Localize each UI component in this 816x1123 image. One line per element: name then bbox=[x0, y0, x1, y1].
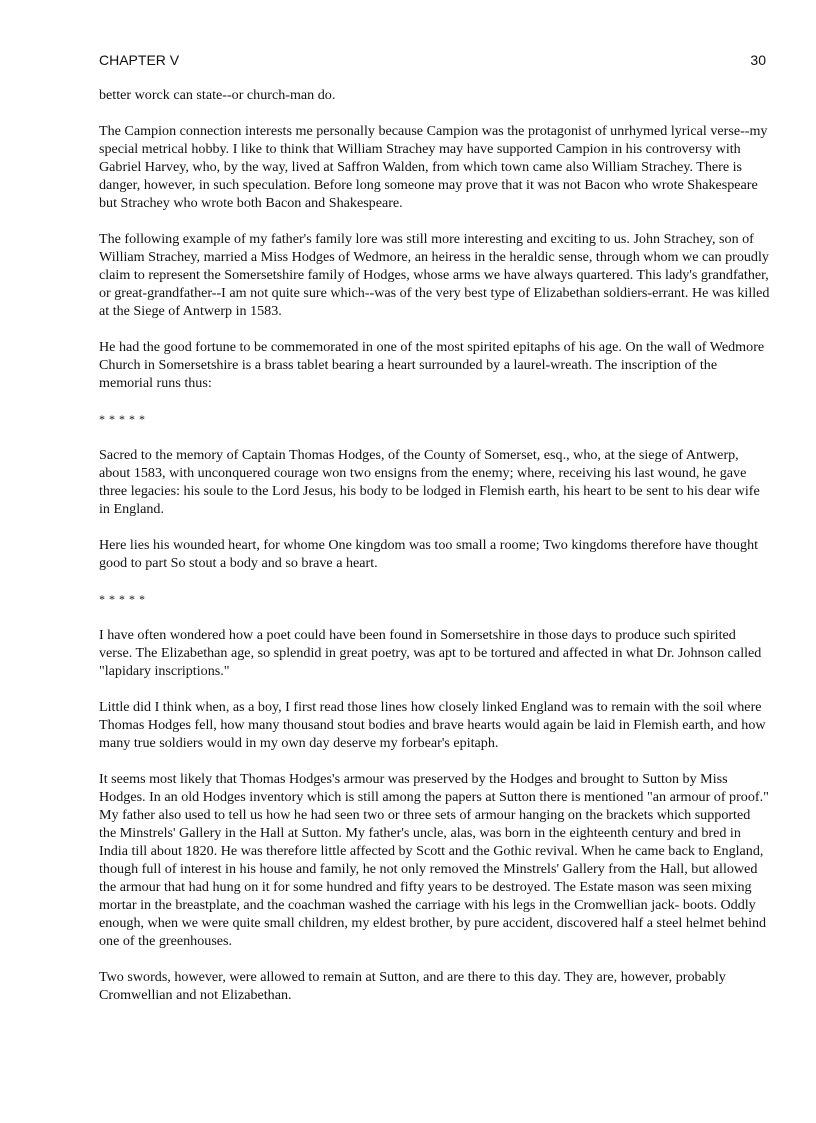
epitaph-paragraph: Sacred to the memory of Captain Thomas Hodges, of the County of Somerset, esq., who, at the siege of Antwerp, about 1583, with unconquered courage won two ensigns from the enemy; where, receiving his last wound, he gave three legacies: his soule to the Lord Jesus, his body to be lodged in Flemish earth, his heart to be sent to his dear wife in England. bbox=[99, 447, 760, 517]
paragraph: It seems most likely that Thomas Hodges's armour was preserved by the Hodges and brought to Sutton by Miss Hodges. In an old Hodges inventory which is still among the papers at Sutton there is mentioned "an armour of proof." My father also used to tell us how he had seen two or three sets of armour hanging on the brackets which supported the Minstrels' Gallery in the Hall at Sutton. My father's uncle, alas, was born in the eighteenth century and bred in India till about 1820. He was therefore little affected by Scott and the Gothic revival. When he came back to England, though full of interest in his house and family, he not only removed the Minstrels' Gallery from the Hall, but allowed the armour that had hung on it for some hundred and fifty years to be destroyed. The Estate mason was seen mixing mortar in the breastplate, and the coachman washed the carriage with his legs in the Cromwellian jack- boots. Oddly enough, when we were quite small children, my eldest brother, by pure accident, discovered half a steel helmet behind one of the greenhouses. bbox=[99, 771, 769, 949]
paragraph: The following example of my father's family lore was still more interesting and exciting to us. John Strachey, son of William Strachey, married a Miss Hodges of Wedmore, an heiress in the heraldic sense, through whom we can proudly claim to represent the Somersetshire family of Hodges, whose arms we have always quartered. This lady's grandfather, or great-grandfather--I am not quite sure which--was of the very best type of Elizabethan soldiers-errant. He was killed at the Siege of Antwerp in 1583. bbox=[99, 231, 770, 319]
paragraph: The Campion connection interests me personally because Campion was the protagonist of unrhymed lyrical verse--my special metrical hobby. I like to think that William Strachey may have supported Campion in his controversy with Gabriel Harvey, who, by the way, lived at Saffron Walden, from which town came also William Strachey. There is danger, however, in such speculation. Before long someone may prove that it was not Bacon who wrote Shakespeare but Strachey who wrote both Bacon and Shakespeare. bbox=[99, 123, 768, 211]
paragraph: Two swords, however, were allowed to remain at Sutton, and are there to this day. They are, however, probably Cromwellian and not Elizabethan. bbox=[99, 969, 726, 1003]
paragraph: I have often wondered how a poet could have been found in Somersetshire in those days to produce such spirited verse. The Elizabethan age, so splendid in great poetry, was apt to be tortured and affected in what Dr. Johnson called "lapidary inscriptions." bbox=[99, 627, 762, 679]
paragraph: better worck can state--or church-man do. bbox=[99, 87, 336, 103]
running-header bbox=[99, 52, 766, 72]
paragraph: Little did I think when, as a boy, I first read those lines how closely linked England was to remain with the soil where Thomas Hodges fell, how many thousand stout bodies and brave hearts would again be laid in Flemish earth, and how many true soldiers would in my own day deserve my forbear's epitaph. bbox=[99, 699, 766, 751]
epitaph-verse: Here lies his wounded heart, for whome One kingdom was too small a roome; Two kingdoms therefore have thought good to part So stout a body and so brave a heart. bbox=[99, 537, 759, 571]
chapter-heading: CHAPTER V bbox=[99, 52, 180, 68]
page-number: 30 bbox=[750, 52, 766, 68]
paragraph: He had the good fortune to be commemorated in one of the most spirited epitaphs of his age. On the wall of Wedmore Church in Somersetshire is a brass tablet bearing a heart surrounded by a laurel-wreath. The inscription of the memorial runs thus: bbox=[99, 339, 765, 391]
body-text bbox=[99, 86, 771, 1022]
section-separator: * * * * * bbox=[99, 412, 146, 426]
section-separator: * * * * * bbox=[99, 592, 146, 606]
